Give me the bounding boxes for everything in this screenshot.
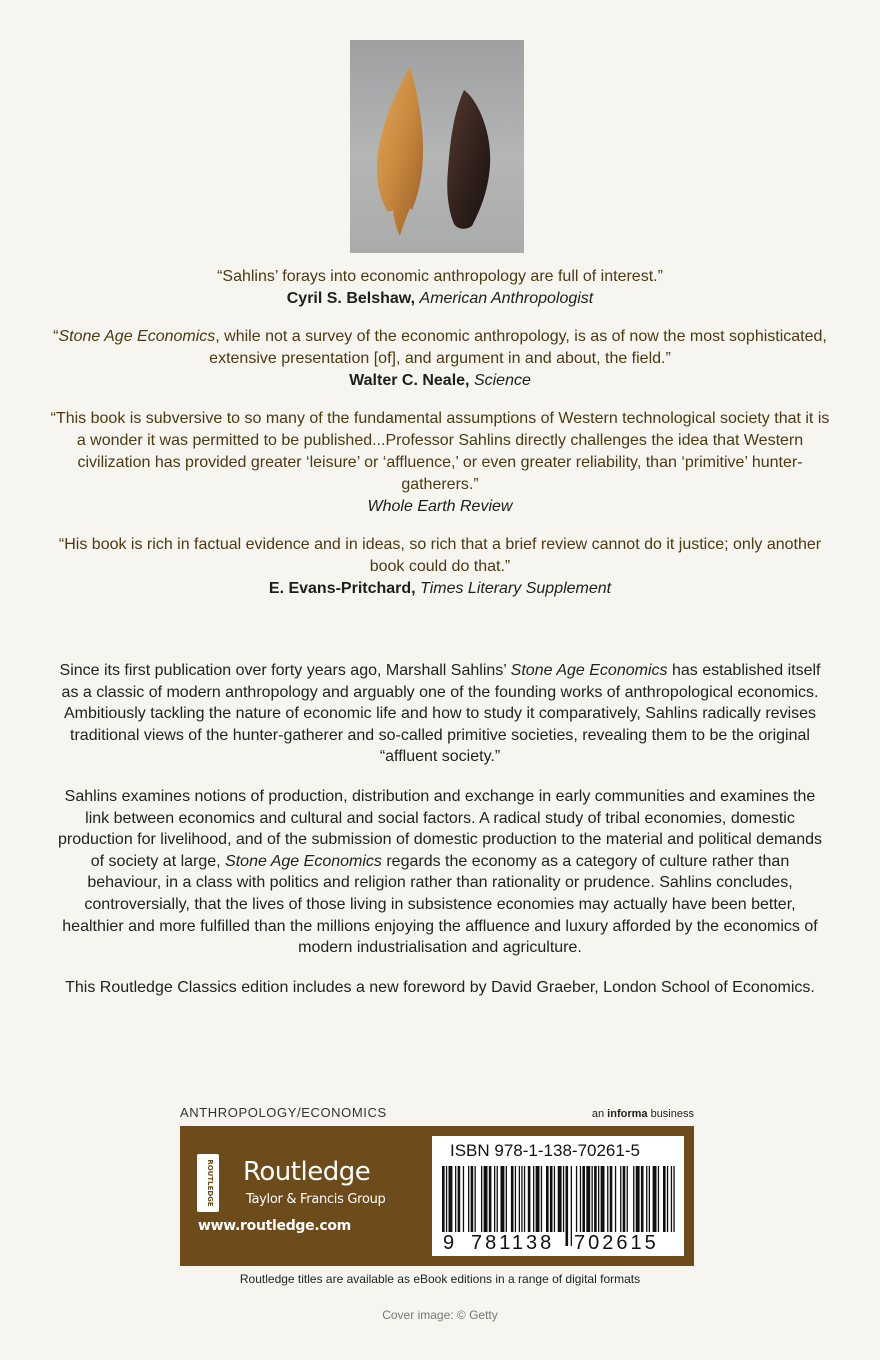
tagline-suffix: business — [647, 1108, 694, 1120]
quote-text: “Sahlins’ forays into economic anthropology are full of interest.” — [217, 268, 663, 285]
left-arrowhead — [377, 66, 423, 236]
description-paragraph-2 — [52, 786, 828, 959]
seal-text: ROUTLEDGE — [206, 1159, 214, 1207]
text-run: regards the economy as a category of culture rather than behaviour, in a class with politics and religion rather than rationality or prudence. Sahlins concludes, controversially, that the lives of those living in subsistence economies may actually have been better, healthier and more fulfilled than the millions enjoying the affluence and luxury afforded by the economics of modern industrialisation and agriculture. — [62, 852, 818, 957]
quote-3 — [0, 408, 880, 518]
subject-category: ANTHROPOLOGY/ECONOMICS — [180, 1105, 387, 1120]
quote-author: E. Evans-Pritchard, — [268, 580, 416, 597]
arrowheads-illustration — [350, 40, 524, 253]
quote-publication: Science — [473, 372, 531, 389]
book-description — [52, 660, 828, 1016]
tagline-prefix: an — [591, 1108, 608, 1120]
quote-author: Cyril S. Belshaw, — [286, 290, 416, 307]
review-quotes — [0, 266, 880, 616]
description-paragraph-3: This Routledge Classics edition includes a new foreword by David Graeber, London School of Economics. — [65, 978, 815, 996]
right-arrowhead — [447, 90, 490, 229]
informa-tagline — [592, 1108, 694, 1120]
book-title: Stone Age Economics — [510, 662, 668, 679]
barcode-digits-right: 702615 — [574, 1232, 659, 1254]
ebook-note: Routledge titles are available as eBook editions in a range of digital formats — [239, 1272, 641, 1286]
barcode-digits — [432, 1136, 684, 1256]
quote-text: “His book is rich in factual evidence and in ideas, so rich that a brief review cannot do it justice; only another book could do that.” — [58, 536, 822, 575]
quote-author: Walter C. Neale, — [349, 372, 470, 389]
isbn-barcode-box — [432, 1136, 684, 1256]
publisher-group: Taylor & Francis Group — [246, 1192, 386, 1207]
quote-source — [0, 496, 880, 518]
text-run: Sahlins examines notions of production, distribution and exchange in early communities and examines the link between economics and cultural and social factors. A radical study of tribal economies, domestic production for livelihood, and of the submission of domestic production to the material and political demands of society at large, — [58, 787, 822, 870]
barcode-digit-first: 9 — [443, 1232, 455, 1254]
quote-source — [0, 578, 880, 600]
quote-publication: Whole Earth Review — [367, 498, 513, 515]
description-paragraph-1 — [52, 660, 828, 768]
quote-2 — [0, 326, 880, 392]
cover-image-arrowheads — [350, 40, 524, 253]
quote-publication: Times Literary Supplement — [420, 580, 612, 597]
quote-book-title: Stone Age Economics — [58, 328, 216, 345]
cover-image-credit: Cover image: © Getty — [382, 1308, 498, 1322]
quote-text: “This book is subversive to so many of the fundamental assumptions of Western technological society that it is a wonder it was permitted to be published...Professor Sahlins directly challenges the idea that Western civilization has provided greater ‘leisure’ or ‘affluence,’ or even greater reliability, than ‘primitive’ hunter-gatherers.” — [50, 410, 830, 493]
quote-1 — [0, 266, 880, 310]
quote-publication: American Anthropologist — [419, 290, 594, 307]
quote-source — [0, 288, 880, 310]
quote-source — [0, 370, 880, 392]
publisher-box — [180, 1126, 694, 1266]
quote-4 — [0, 534, 880, 600]
isbn-label: ISBN 978-1-138-70261-5 — [450, 1141, 640, 1160]
quote-open-mark: “ — [53, 328, 59, 345]
quote-body: , while not a survey of the economic anthropology, is as of now the most sophisticated, extensive presentation [of], and argument in and about, the field.” — [209, 328, 827, 367]
book-title: Stone Age Economics — [225, 852, 382, 870]
routledge-seal-icon — [197, 1154, 219, 1212]
barcode-digits-left: 781138 — [471, 1232, 555, 1254]
publisher-name: Routledge — [243, 1157, 371, 1187]
text-run: Since its first publication over forty years ago, Marshall Sahlins’ — [59, 662, 511, 679]
quote-text — [48, 326, 832, 370]
text-run: has established itself as a classic of modern anthropology and arguably one of the founding works of anthropological economics. Ambitiously tackling the nature of economic life and how to study it comparatively, Sahlins radically revises traditional views of the hunter-gatherer and so-called primitive societies, revealing them to be the original “affluent society.” — [61, 662, 821, 766]
publisher-url: www.routledge.com — [198, 1218, 351, 1234]
tagline-brand: informa — [607, 1108, 648, 1120]
